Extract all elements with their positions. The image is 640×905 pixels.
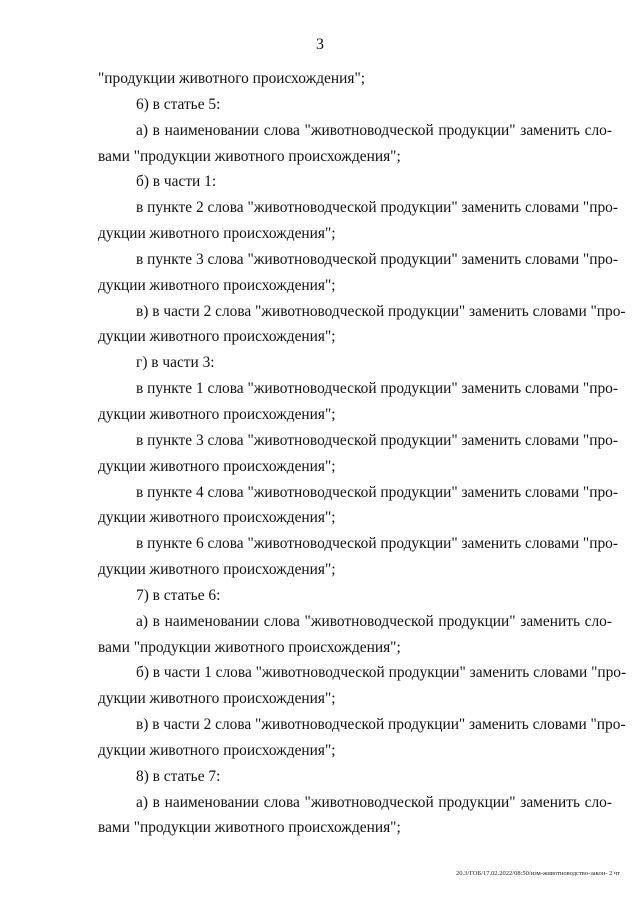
text-line: а) в наименовании слова "животноводческой продукции" заменить сло- (136, 793, 612, 811)
text-line: в пункте 6 слова "животноводческой продукции" заменить словами "про- (136, 535, 618, 553)
text-line: дукции животного происхождения"; (98, 276, 336, 294)
text-line: б) в части 1: (136, 173, 217, 191)
text-line: "продукции животного происхождения"; (98, 70, 365, 87)
text-line: в пункте 3 слова "животноводческой продукции" заменить словами "про- (136, 431, 618, 449)
text-line: вами "продукции животного происхождения"; (98, 819, 401, 837)
text-line: дукции животного происхождения"; (98, 741, 336, 759)
text-line: дукции животного происхождения"; (98, 457, 336, 475)
text-line: вами "продукции животного происхождения"; (98, 638, 401, 656)
text-line: 8) в статье 7: (136, 767, 221, 785)
text-line: в) в части 2 слова "животноводческой продукции" заменить словами "про- (136, 716, 626, 734)
text-line: в пункте 4 слова "животноводческой продукции" заменить словами "про- (136, 483, 618, 501)
text-line: в пункте 1 слова "животноводческой продукции" заменить словами "про- (136, 380, 618, 398)
text-line: а) в наименовании слова "животноводческой продукции" заменить сло- (136, 121, 612, 139)
text-line: 6) в статье 5: (136, 95, 221, 113)
text-line: дукции животного происхождения"; (98, 405, 336, 423)
text-line: дукции животного происхождения"; (98, 225, 336, 243)
text-line: дукции животного происхождения"; (98, 509, 336, 527)
text-line: а) в наименовании слова "животноводческой продукции" заменить сло- (136, 612, 612, 630)
text-line: б) в части 1 слова "животноводческой продукции" заменить словами "про- (136, 664, 627, 682)
text-line: 7) в статье 6: (136, 586, 221, 604)
text-line: в пункте 2 слова "животноводческой продукции" заменить словами "про- (136, 199, 618, 217)
text-line: дукции животного происхождения"; (98, 690, 336, 708)
document-body (98, 66, 627, 841)
text-line: дукции животного происхождения"; (98, 561, 336, 579)
text-line: дукции животного происхождения"; (98, 328, 336, 346)
text-line: вами "продукции животного происхождения"; (98, 147, 401, 165)
text-line: в) в части 2 слова "животноводческой продукции" заменить словами "про- (136, 302, 626, 320)
document-footer: 20.3/ГОБ/17.02.2022/08:50/изм-животноводство-закон- 2 чт (456, 870, 620, 877)
page-number: 3 (316, 36, 324, 53)
text-line: г) в части 3: (136, 354, 215, 372)
text-line: в пункте 3 слова "животноводческой продукции" заменить словами "про- (136, 250, 618, 268)
